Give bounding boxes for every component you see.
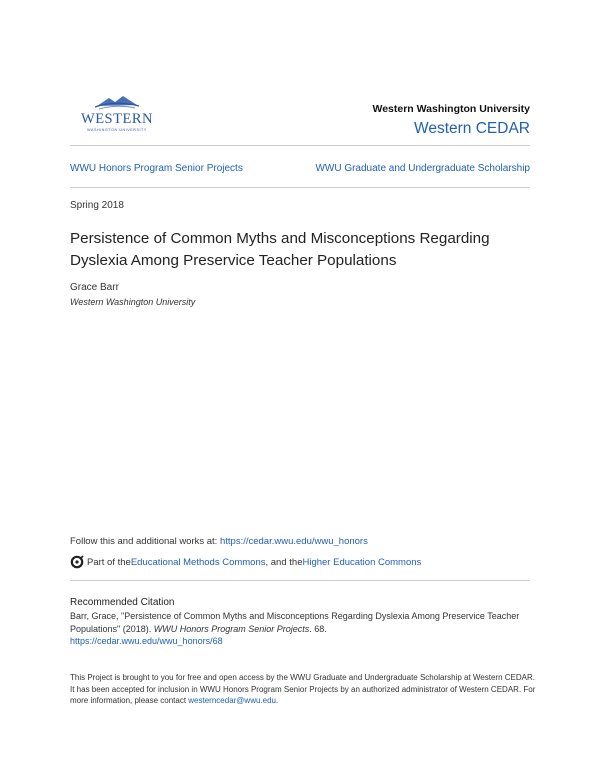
contact-email-link[interactable]: westerncedar@wwu.edu [188, 696, 276, 705]
logo-wordmark: WESTERN [81, 111, 153, 127]
repository-name[interactable]: Western CEDAR [414, 120, 530, 137]
western-logo [75, 88, 159, 134]
part-of-line [70, 555, 421, 569]
educational-methods-link[interactable]: Educational Methods Commons [130, 556, 266, 568]
logo-subtext: WASHINGTON UNIVERSITY [87, 128, 147, 132]
university-name: Western Washington University [372, 103, 530, 115]
document-title: Persistence of Common Myths and Misconceptions Regarding Dyslexia Among Preservice Teacher Populations [70, 230, 490, 269]
access-statement [70, 672, 540, 707]
citation-body: Barr, Grace, "Persistence of Common Myths and Misconceptions Regarding Dyslexia Among Preservice Teacher Populations" (2018). [70, 611, 520, 634]
part-of-middle: , and the [265, 556, 303, 568]
citation-url[interactable]: https://cedar.wwu.edu/wwu_honors/68 [70, 636, 223, 646]
header-divider [70, 145, 530, 146]
collection-link-honors[interactable]: WWU Honors Program Senior Projects [70, 163, 243, 174]
publication-date: Spring 2018 [70, 200, 124, 211]
collection-link-scholarship[interactable]: WWU Graduate and Undergraduate Scholarship [315, 163, 530, 174]
higher-education-link[interactable]: Higher Education Commons [302, 556, 422, 568]
collections-divider [70, 187, 530, 188]
citation-series: WWU Honors Program Senior Projects [153, 623, 310, 634]
author-affiliation: Western Washington University [70, 297, 196, 307]
citation-text [70, 610, 535, 648]
part-of-prefix: Part of the [87, 556, 131, 568]
network-icon [70, 555, 84, 569]
access-statement-text: This Project is brought to you for free and open access by the WWU Graduate and Undergraduate Scholarship at Western CEDAR. It has been accepted for inclusion in WWU Honors Program Senior Projects by an authorized administrator of Western CEDAR. For more information, please contact [70, 673, 536, 705]
access-statement-end: . [276, 696, 279, 705]
recommended-citation-heading: Recommended Citation [70, 597, 175, 608]
follow-line [70, 536, 368, 547]
follow-prefix: Follow this and additional works at: [70, 536, 220, 547]
citation-number: . 68. [309, 623, 327, 634]
citation-divider [70, 580, 530, 581]
follow-link[interactable]: https://cedar.wwu.edu/wwu_honors [219, 536, 368, 547]
author-name: Grace Barr [70, 282, 119, 293]
